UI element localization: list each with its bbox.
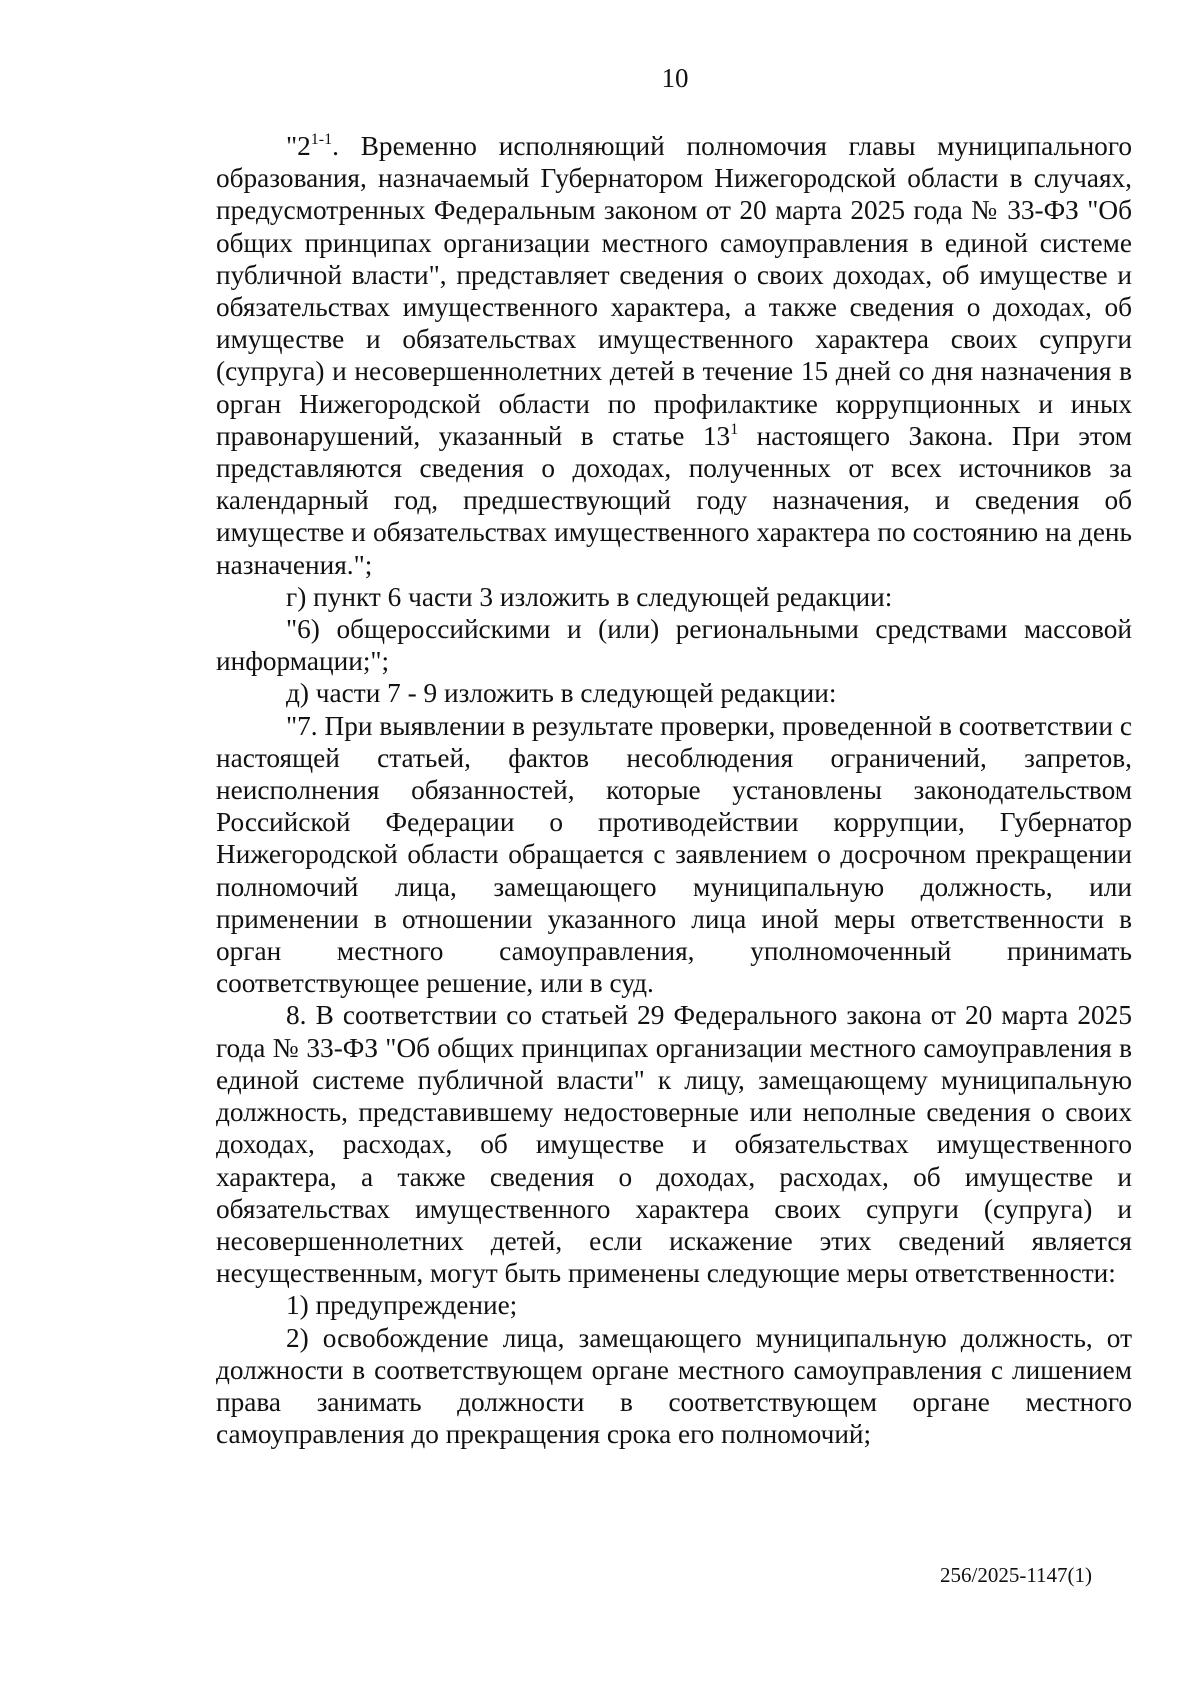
paragraph-measure-2: 2) освобождение лица, замещающего муниципальную должность, от должности в соответствующем органе местного самоуправления с лишением права занимать должности в соответствующем органе местного самоуправления до прекращения срока его полномочий; (216, 1322, 1132, 1450)
paragraph-amend-d: д) части 7 - 9 изложить в следующей редакции: (286, 678, 837, 709)
paragraph-measure-1: 1) предупреждение; (286, 1290, 518, 1321)
paragraph-part-8: 8. В соответствии со статьей 29 Федерального закона от 20 марта 2025 года № 33-ФЗ "Об общих принципах организации местного самоуправления в единой системе публичной власти" к лицу, замещающему муниципальную должность, представившему недостоверные или неполные сведения о своих доходах, расходах, об имуществе и обязательствах имущественного характера, а также сведения о доходах, расходах, об имуществе и обязательствах имущественного характера своих супруги (супруга) и несовершеннолетних детей, если искажение этих сведений является несущественным, могут быть применены следующие меры ответственности: (216, 1000, 1132, 1289)
paragraph-item-6: "6) общероссийскими и (или) региональными средствами массовой информации;"; (216, 614, 1132, 677)
paragraph-part-7: "7. При выявлении в результате проверки, проведенной в соответствии с настоящей статьей, фактов несоблюдения ограничений, запретов, неисполнения обязанностей, которые установлены законодательством Российской Федерации о противодействии коррупции, Губернатор Нижегородской области обращается с заявлением о досрочном прекращении полномочий лица, замещающего муниципальную должность, или применении в отношении указанного лица иной меры ответственности в орган местного самоуправления, уполномоченный принимать соответствующее решение, или в суд. (216, 710, 1132, 999)
page-number-text: 10 (661, 63, 689, 93)
superscript: 1 (730, 420, 739, 438)
paragraph-text: "2 (286, 131, 311, 161)
paragraph-text: . Временно исполняющий полномочия главы муниципального образования, назначаемый Губернатором Нижегородской области в случаях, предусмотренных Федеральным законом от 20 марта 2025 года № 33-ФЗ "Об общих принципах организации местного самоуправления в единой системе публичной власти", представляет сведения о своих доходах, об имуществе и обязательствах имущественного характера, а также сведения о доходах, об имуществе и обязательствах имущественного характера своих супруги (супруга) и несовершеннолетних детей в течение 15 дней со дня назначения в орган Нижегородской области по профилактике коррупционных и иных правонарушений, указанный в статье 13 (216, 131, 1132, 451)
document-code: 256/2025-1147(1) (940, 1563, 1093, 1587)
paragraph-interim-head (216, 130, 1132, 581)
document-body (216, 130, 1132, 1450)
paragraph-text: настоящего Закона. При этом представляются сведения о доходах, полученных от всех источников за календарный год, предшествующий году назначения, и сведения об имуществе и обязательствах имущественного характера по состоянию на день назначения."; (216, 420, 1132, 580)
paragraph-amend-g: г) пункт 6 части 3 изложить в следующей редакции: (286, 581, 893, 612)
superscript: 1-1 (310, 131, 333, 148)
page-number (0, 62, 1200, 94)
